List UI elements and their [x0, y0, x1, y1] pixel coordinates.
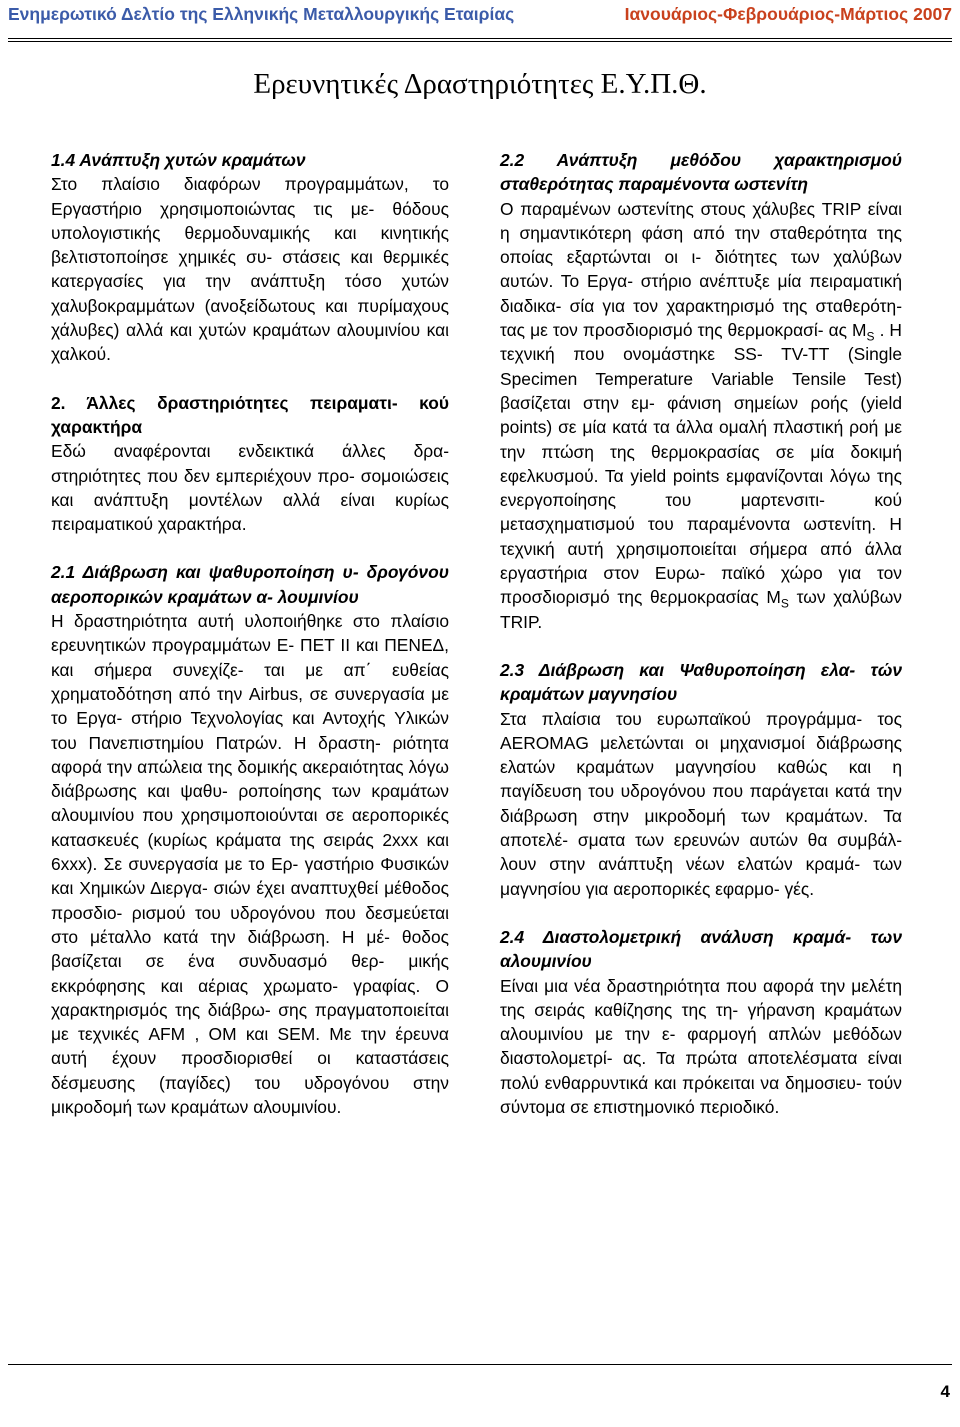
section-2 — [51, 391, 449, 537]
section-2-1 — [51, 560, 449, 1119]
page-title: Ερευνητικές Δραστηριότητες Ε.Υ.Π.Θ. — [253, 68, 707, 100]
subscript: S — [780, 596, 789, 611]
section-body: Είναι μια νέα δραστηριότητα που αφορά την μελέτη της σειράς καθίζησης της τη- γήρανση κραμάτων αλουμινίου με την ε- φαρμογή απλών μεθόδων διαστολομετρί- ας. Τα πρώτα αποτελέσματα είναι πολύ ενθαρρυντικά και πρόκειται να δημοσιευ- τούν σύντομα σε επιστημονικό περιοδικό. — [500, 975, 902, 1117]
body-text: Ο παραμένων ωστενίτης στους χάλυβες TRIP είναι η σημαντικότερη φάση από την σταθερότητα της οποίας εξαρτώνται οι ι- διότητες των χαλύβων αυτών. Το Εργα- στήριο ανέπτυξε μία πειραματική διαδικα- σία για τον χαρακτηρισμό της σταθερότη- τας με τον προσδιορισμό της θερμοκρασί- ας M — [500, 198, 902, 341]
section-body: Στο πλαίσιο διαφόρων προγραμμάτων, το Εργαστήριο χρησιμοποιώντας τις με- θόδους υπολογιστικής θερμοδυναμικής και κινητικής βελτιστοποίησε χημικές συ- στάσεις και θερμικές κατεργασίες για την ανάπτυξη τόσο χυτών χαλυβοκραμμάτων (ανοξείδωτους και πυρίμαχους χάλυβες) αλλά και χυτών κραμάτων αλουμινίου και χαλκού. — [51, 174, 449, 365]
section-body: Εδώ αναφέρονται ενδεικτικά άλλες δρα- στηριότητες που δεν εμπεριέχουν προ- σομοιώσεις και ανάπτυξη μοντέλων αλλά είναι κυρίως πειραματικού χαρακτήρα. — [51, 441, 449, 535]
section-heading: 2. Άλλες δραστηριότητες πειραματι- κού χαρακτήρα — [51, 392, 449, 437]
section-heading: 2.3 Διάβρωση και Ψαθυροποίηση ελα- τών κραμάτων μαγνησίου — [500, 659, 902, 705]
section-heading: 1.4 Ανάπτυξη χυτών κραμάτων — [51, 150, 306, 170]
body-text: . Η τεχνική που ονομάστηκε SS- TV-TT (Single Specimen Temperature Variable Tensile Test) βασίζεται στην εμ- φάνιση σημείων ροής (yield points) σε μία κατά τα άλλα ομαλή πλαστική ροή με την πτώση της θερμοκρασίας σε μία δοκιμή εφελκυσμού. Τα yield points εμφανίζονται λόγω της ενεργοποίησης του μαρτενσιτι- κού μετασχηματισμού του παραμένοντα ωστενίτη. Η τεχνική αυτή χρησιμοποιείται σήμερα από άλλα εργαστήρια στον Ευρω- παϊκό χώρο για τον προσδιορισμό της θερμοκρασίας M — [500, 320, 902, 608]
section-2-2 — [500, 148, 902, 634]
newsletter-title: Ενημερωτικό Δελτίο της Ελληνικής Μεταλλουργικής Εταιρίας — [8, 4, 515, 24]
footer-divider — [8, 1364, 952, 1365]
issue-date: Ιανουάριος-Φεβρουάριος-Μάρτιος 2007 — [624, 4, 952, 24]
right-column — [500, 148, 902, 1143]
section-2-4 — [500, 925, 902, 1119]
page-number: 4 — [940, 1382, 950, 1401]
section-body: Στα πλαίσια του ευρωπαϊκού προγράμμα- τος AEROMAG μελετώνται οι μηχανισμοί διάβρωσης ελατών κραμάτων μαγνησίου καθώς και η παγίδευση του υδρογόνου που παράγεται κατά την διάβρωση στην μικροδομή των κραμάτων. Τα αποτελέ- σματα των ερευνών αυτών θα συμβάλ- λουν στην ανάπτυξη νέων ελατών κραμά- των μαγνησίου για αεροπορικές εφαρμο- γές. — [500, 708, 902, 899]
section-body — [500, 197, 902, 634]
section-body: Η δραστηριότητα αυτή υλοποιήθηκε στο πλαίσιο ερευνητικών προγραμμάτων Ε- ΠΕΤ ΙΙ και ΠΕΝΕΔ, και σήμερα συνεχίζε- ται με απ΄ ευθείας χρηματοδότηση από την Airbus, σε συνεργασία με το Εργα- στήριο Τεχνολογίας και Αντοχής Υλικών του Πανεπιστημίου Πατρών. Η δραστη- ριότητα αφορά την απώλεια της δομικής ακεραιότητας λόγω διάβρωσης και ψαθυ- ροποίησης των κραμάτων αλουμινίου που χρησιμοποιούνται σε αεροπορικές κατασκευές (κυρίως κράματα της σειράς 2xxx και 6xxx). Σε συνεργασία με το Ερ- γαστήριο Φυσικών και Χημικών Διεργα- σιών έχει αναπτυχθεί μέθοδος προσδιο- ρισμού του υδρογόνου που δεσμεύεται στο μέταλλο κατά την διάβρωση. Η μέ- θοδος βασίζεται σε ένα συνδυασμό θερ- μικής εκκρόφησης και αέριας χρωματο- γραφίας. Ο χαρακτηρισμός της διάβρω- σης πραγματοποιείται με τεχνικές AFM , OM και SEM. Με την έρευνα αυτή έχουν προσδιορισθεί οι καταστάσεις δέσμευσης (παγίδες) του υδρογόνου στην μικροδομή των κραμάτων αλουμινίου. — [51, 611, 449, 1117]
left-column — [51, 148, 449, 1143]
page-header — [8, 0, 952, 42]
section-heading: 2.1 Διάβρωση και ψαθυροποίηση υ- δρογόνου αεροπορικών κραμάτων α- λουμινίου — [51, 562, 449, 607]
section-heading: 2.2 Ανάπτυξη μεθόδου χαρακτηρισμού σταθερότητας παραμένοντα ωστενίτη — [500, 150, 902, 195]
body-text: των χαλύβων TRIP. — [500, 587, 903, 632]
section-1-4 — [51, 148, 449, 367]
section-2-3 — [500, 658, 902, 901]
subscript: S — [866, 329, 875, 344]
section-heading: 2.4 Διαστολομετρική ανάλυση κραμά- των αλουμινίου — [500, 926, 902, 972]
